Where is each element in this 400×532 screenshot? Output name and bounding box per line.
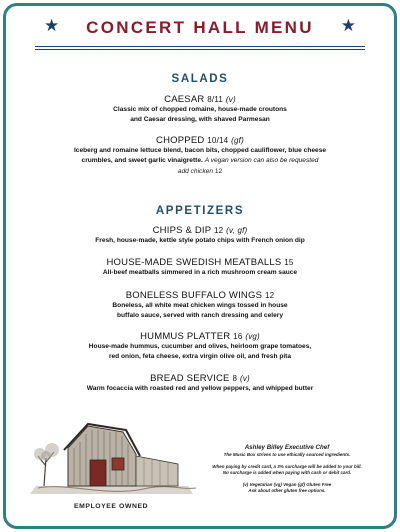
item-name-line (20, 94, 380, 105)
addon-price: 12 (214, 168, 223, 175)
dietary-legend: (v) Vegetarian (vg) Vegan (gf) Gluten Free (242, 481, 332, 487)
item-name-line (20, 225, 380, 236)
item-price: 15 (284, 258, 294, 267)
item-description: Iceberg and romaine lettuce blend, bacon bits, chopped cauliflower, blue cheese (73, 147, 327, 154)
item-price: 8 (232, 374, 238, 383)
star-icon: ★ (340, 16, 356, 35)
item-name-line (20, 290, 380, 301)
surcharge-note: When paying by credit card, a 3% surcharge will be added to your bill. (212, 463, 362, 469)
item-description: crumbles, and sweet garlic vinaigrette. (81, 157, 203, 164)
item-description: Boneless, all white meat chicken wings tossed in house (112, 302, 288, 309)
allergy-note: Ask about other gluten free options. (248, 488, 326, 493)
star-icon: ★ (44, 16, 60, 35)
item-name: HOUSE-MADE SWEDISH MEATBALLS (106, 257, 282, 268)
item-name-line (20, 257, 380, 268)
item-name: BREAD SERVICE (150, 373, 230, 384)
item-description: and Caesar dressing, with shaved Parmesan (130, 116, 270, 123)
item-description-note: A vegan version can also be requested (204, 157, 319, 164)
item-description: red onion, feta cheese, extra virgin olive oil, and fresh pita (108, 353, 292, 360)
menu-item-meatballs (20, 257, 380, 278)
item-tags: (v, gf) (226, 226, 248, 235)
section-title-salads: SALADS (171, 73, 229, 85)
menu-item-hummus-platter (20, 331, 380, 362)
item-price: 12 (264, 291, 275, 300)
surcharge-note: No surcharge is added when paying with cash or debit card. (222, 470, 352, 475)
barn-illustration (28, 408, 198, 500)
item-addon (20, 166, 380, 178)
item-price: 16 (233, 332, 243, 341)
page-title: CONCERT HALL MENU (86, 18, 314, 37)
menu-item-chips-dip (20, 225, 380, 246)
item-description: Fresh, house-made, kettle style potato chips with French onion dip (95, 237, 305, 244)
item-name: HUMMUS PLATTER (140, 331, 231, 342)
chef-credit: Ashley Billey Executive Chef (244, 444, 330, 451)
addon-label: add chicken (177, 168, 213, 175)
item-description-line (20, 156, 380, 166)
employee-owned-label: EMPLOYEE OWNED (74, 503, 149, 510)
item-name: CHOPPED (156, 135, 205, 146)
header-divider (35, 49, 365, 50)
menu-notes (182, 443, 392, 495)
menu-item-chopped (20, 135, 380, 178)
section-title-appetizers: APPETIZERS (155, 205, 245, 217)
item-description: All-beef meatballs simmered in a rich mushroom cream sauce (102, 269, 298, 276)
item-tags: (vg) (245, 332, 260, 341)
item-tags: (gf) (231, 136, 244, 145)
menu-item-bread-service (20, 373, 380, 394)
item-tags: (v) (239, 374, 250, 383)
item-price: 8/11 (207, 95, 224, 104)
item-price: 10/14 (207, 136, 229, 145)
item-name: BONELESS BUFFALO WINGS (125, 290, 263, 301)
item-name-line (20, 373, 380, 384)
item-description: Warm focaccia with roasted red and yellow peppers, and whipped butter (86, 385, 314, 392)
menu-item-caesar (20, 94, 380, 125)
item-name-line (20, 331, 380, 342)
item-description: buffalo sauce, served with ranch dressing and celery (117, 312, 283, 319)
item-description: Classic mix of chopped romaine, house-made croutons (113, 106, 287, 113)
header-divider (35, 46, 365, 47)
item-price: 12 (213, 226, 224, 235)
item-tags: (v) (225, 95, 236, 104)
item-name: CHIPS & DIP (152, 225, 212, 236)
item-description: House-made hummus, cucumber and olives, heirloom grape tomatoes, (88, 343, 312, 350)
sourcing-note: The Music Box strives to use ethically sourced ingredients. (223, 452, 351, 457)
menu-item-buffalo-wings (20, 290, 380, 321)
item-name: CAESAR (164, 94, 205, 105)
menu-header (0, 14, 400, 48)
item-name-line (20, 135, 380, 146)
